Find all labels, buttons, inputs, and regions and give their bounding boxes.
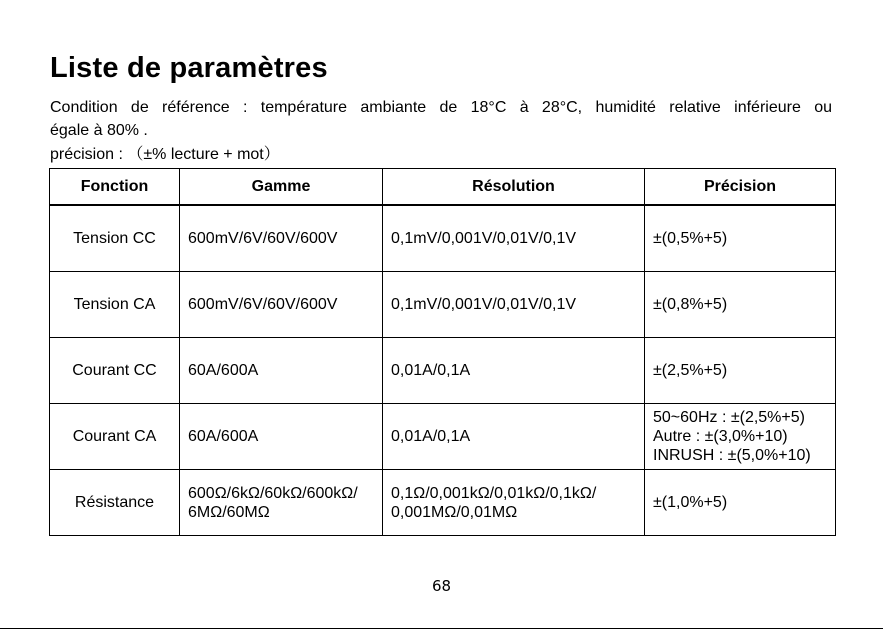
header-precision: Précision — [645, 169, 836, 206]
cell-line: 0,1mV/0,001V/0,01V/0,1V — [391, 295, 577, 313]
cell-precision — [645, 205, 836, 272]
cell-fonction: Courant CA — [50, 404, 180, 470]
cell-line: 60A/600A — [188, 427, 259, 445]
cell-gamme — [180, 470, 383, 536]
cell-line: 600mV/6V/60V/600V — [188, 229, 338, 247]
cell-line: 0,001MΩ/0,01MΩ — [391, 503, 518, 521]
cell-line: 0,01A/0,1A — [391, 361, 471, 379]
page-number: 68 — [431, 577, 452, 595]
cell-gamme — [180, 404, 383, 470]
cell-resolution — [383, 470, 645, 536]
cell-line: 0,1mV/0,001V/0,01V/0,1V — [391, 229, 577, 247]
cell-resolution — [383, 338, 645, 404]
cell-line: ±(2,5%+5) — [653, 361, 728, 379]
cell-resolution — [383, 272, 645, 338]
reference-condition-line-1: Condition de référence : température ambiante de 18°C à 28°C, humidité relative inférieure ou — [50, 99, 832, 116]
cell-precision — [645, 272, 836, 338]
cell-line: ±(0,8%+5) — [653, 295, 728, 313]
header-gamme: Gamme — [180, 169, 383, 206]
cell-line: INRUSH : ±(5,0%+10) — [653, 447, 811, 464]
page-title: Liste de paramètres — [50, 52, 328, 84]
header-resolution: Résolution — [383, 169, 645, 206]
cell-gamme — [180, 272, 383, 338]
cell-line: 0,01A/0,1A — [391, 427, 471, 445]
cell-line: 600mV/6V/60V/600V — [188, 295, 338, 313]
parameter-table — [49, 168, 836, 536]
table-row — [50, 272, 836, 338]
cell-line: 50~60Hz : ±(2,5%+5) — [653, 409, 805, 426]
cell-line: 60A/600A — [188, 361, 259, 379]
cell-line: 600Ω/6kΩ/60kΩ/600kΩ/ — [188, 484, 358, 502]
table-header-row — [50, 169, 836, 206]
cell-fonction: Courant CC — [50, 338, 180, 404]
cell-gamme — [180, 338, 383, 404]
cell-line: ±(0,5%+5) — [653, 229, 728, 247]
table-row — [50, 338, 836, 404]
cell-precision — [645, 338, 836, 404]
cell-resolution — [383, 404, 645, 470]
reference-condition-line-2: égale à 80% . — [50, 122, 148, 139]
cell-line: 0,1Ω/0,001kΩ/0,01kΩ/0,1kΩ/ — [391, 484, 597, 502]
cell-line: ±(1,0%+5) — [653, 493, 728, 511]
cell-precision — [645, 404, 836, 470]
header-fonction: Fonction — [50, 169, 180, 206]
bottom-divider — [0, 628, 883, 629]
precision-note: précision : （±% lecture + mot） — [50, 146, 280, 163]
cell-fonction: Résistance — [50, 470, 180, 536]
cell-line: Autre : ±(3,0%+10) — [653, 428, 788, 445]
cell-fonction: Tension CC — [50, 205, 180, 272]
cell-gamme — [180, 205, 383, 272]
cell-resolution — [383, 205, 645, 272]
table-row — [50, 205, 836, 272]
cell-fonction: Tension CA — [50, 272, 180, 338]
table-row — [50, 470, 836, 536]
cell-precision — [645, 470, 836, 536]
table-row — [50, 404, 836, 470]
cell-line: 6MΩ/60MΩ — [188, 503, 270, 521]
